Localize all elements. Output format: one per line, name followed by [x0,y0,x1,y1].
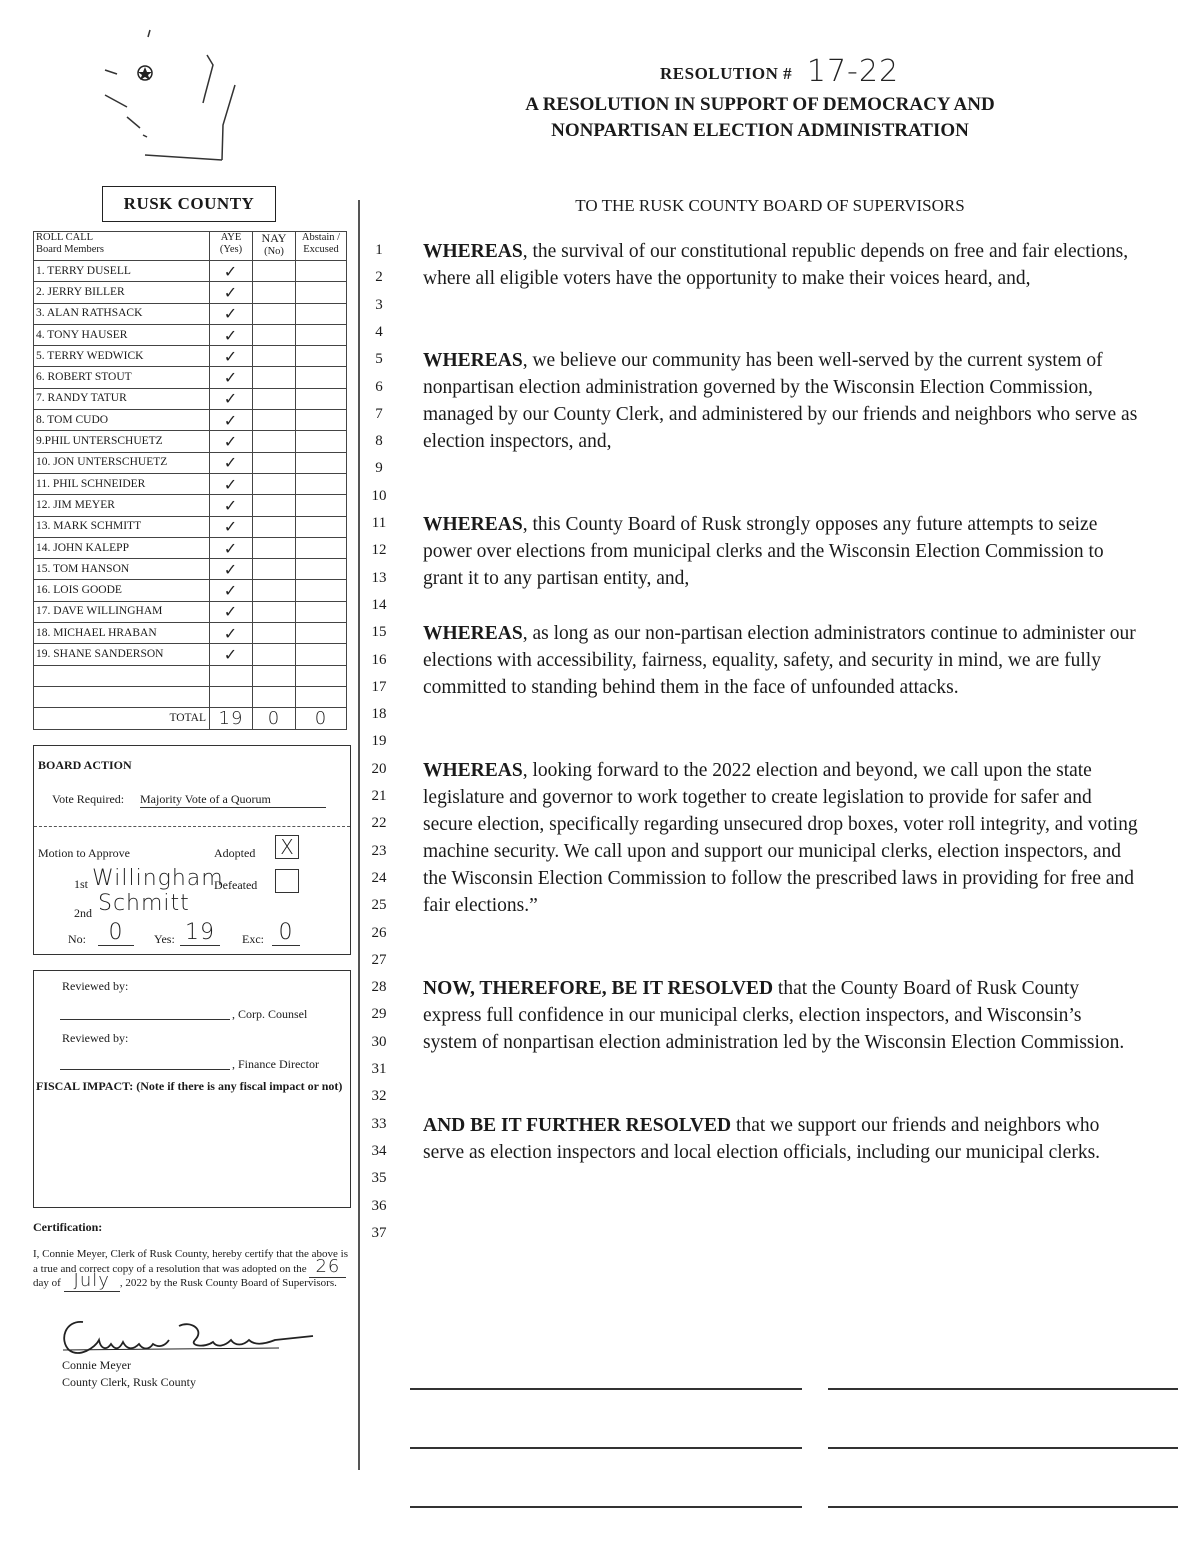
motion-label: Motion to Approve [38,846,130,860]
nay-cell [253,261,296,282]
total-nay: 0 [253,708,296,729]
aye-check: ✓ [210,623,253,644]
vote-required-label: Vote Required: [52,792,125,806]
paragraph-text: , as long as our non-partisan election administrators continue to administer our elections with accessibility, fairness, equality, safety, and security in mind, we are fully committed to standing behind them in the face of unfounded attacks. [423,623,1136,699]
aye-check: ✓ [210,282,253,303]
table-row [34,473,347,494]
abstain-cell [296,495,347,516]
resolution-paragraph [423,1112,1138,1166]
line-number: 15 [371,624,387,641]
line-number: 30 [371,1033,387,1050]
finance-line [60,1069,230,1070]
signature-line [828,1447,1178,1449]
table-row [34,346,347,367]
signer-name: Connie Meyer [62,1358,131,1372]
line-number: 28 [371,979,387,996]
aye-check: ✓ [210,431,253,452]
member-name: 8. TOM CUDO [34,410,210,431]
title-line-2: NONPARTISAN ELECTION ADMINISTRATION [551,120,969,141]
line-number: 25 [371,897,387,914]
table-row [34,324,347,345]
member-name: 10. JON UNTERSCHUETZ [34,452,210,473]
paragraph-lead: NOW, THEREFORE, BE IT RESOLVED [423,978,774,1000]
line-number: 29 [371,1006,387,1023]
fiscal-impact-label: FISCAL IMPACT: (Note if there is any fiscal impact or not) [36,1079,343,1093]
paragraph-text: , we believe our community has been well-served by the current system of nonpartisan election administration governed by the Wisconsin Election Commission, managed by our County Clerk, and administered by our friends and neighbors who serve as election inspectors, and, [423,350,1138,453]
members-header: ROLL CALL Board Members [34,232,210,261]
board-action-box [33,745,351,955]
line-number: 2 [375,269,383,286]
wisconsin-map-sketch [95,25,245,165]
abstain-cell [296,410,347,431]
nay-cell [253,473,296,494]
table-row [34,303,347,324]
resolution-paragraph [423,975,1138,1056]
table-row [34,410,347,431]
abstain-cell [296,367,347,388]
vote-required-value: Majority Vote of a Quorum [140,792,326,808]
resolution-number-value: 17-22 [806,54,900,89]
abstain-cell [296,452,347,473]
certification-heading: Certification: [33,1220,103,1234]
aye-check: ✓ [210,367,253,388]
nay-cell [253,282,296,303]
aye-check: ✓ [210,303,253,324]
paragraph-text: , this County Board of Rusk strongly opposes any future attempts to seize power over elections from municipal clerks and the Wisconsin Election Commission to grant it to any partisan entity, and, [423,514,1104,589]
member-name: 12. JIM MEYER [34,495,210,516]
line-number: 16 [371,651,387,668]
paragraph-lead: WHEREAS [423,623,523,645]
table-row [34,516,347,537]
aye-check: ✓ [210,580,253,601]
table-row [34,686,347,707]
signature-line [410,1506,802,1508]
signature-line [828,1388,1178,1390]
empty-cell [34,686,210,707]
nay-cell [253,367,296,388]
addressed-to: TO THE RUSK COUNTY BOARD OF SUPERVISORS [575,196,965,215]
line-number: 36 [371,1197,387,1214]
abstain-cell [296,473,347,494]
line-number: 31 [371,1061,387,1077]
roll-call-header-row [34,232,347,261]
signature-line [410,1447,802,1449]
nay-cell [253,324,296,345]
abstain-cell [296,324,347,345]
resolution-paragraph [423,757,1138,919]
empty-cell [34,665,210,686]
paragraph-text: that we support our friends and neighbors who serve as election inspectors and local election officials, including our municipal clerks. [423,1114,1101,1163]
abstain-cell [296,644,347,665]
nay-cell [253,431,296,452]
resolution-paragraph [423,511,1138,592]
yes-label: Yes: [154,932,175,946]
aye-check: ✓ [210,473,253,494]
abstain-cell [296,346,347,367]
table-row [34,580,347,601]
total-label: TOTAL [34,708,210,729]
table-row [34,452,347,473]
nay-cell [253,388,296,409]
line-number: 34 [371,1142,387,1159]
paragraph-lead: WHEREAS [423,514,523,535]
nay-cell [253,559,296,580]
line-number: 23 [371,842,387,859]
county-name-box: RUSK COUNTY [102,186,276,222]
member-name: 2. JERRY BILLER [34,282,210,303]
line-number: 21 [371,788,387,804]
no-label: No: [68,932,86,946]
cert-day: 26 [309,1256,346,1278]
member-name: 18. MICHAEL HRABAN [34,623,210,644]
line-number: 7 [375,405,383,422]
aye-check: ✓ [210,601,253,622]
table-row [34,559,347,580]
paragraph-text: , looking forward to the 2022 election and beyond, we call upon the state legislature and governor to work together to create legislation to provide for safer and secure election, specifically regarding unsecured drop boxes, voter roll integrity, and voting machine security. We call upon and support our municipal clerks, election inspectors, and the Wisconsin Election Commission to follow the prescribed laws in providing for free and fair elections.” [423,759,1138,916]
line-number: 26 [371,924,387,941]
nay-cell [253,623,296,644]
second-mover: Schmitt [98,891,190,916]
line-number: 14 [371,596,387,613]
no-value: 0 [98,920,134,946]
abstain-cell [296,388,347,409]
resolution-number [660,52,899,87]
aye-check: ✓ [210,644,253,665]
line-number: 35 [371,1170,387,1187]
signature-line [410,1388,802,1390]
nay-cell [253,303,296,324]
yes-value: 19 [180,920,220,946]
paragraph-lead: WHEREAS [423,759,523,781]
empty-cell [253,665,296,686]
nay-cell [253,452,296,473]
resolution-paragraph [423,347,1138,455]
line-number: 11 [371,515,387,531]
empty-cell [296,686,347,707]
total-aye: 19 [210,708,253,729]
line-number: 17 [371,678,387,695]
table-row [34,261,347,282]
nay-cell [253,601,296,622]
line-number: 32 [371,1088,387,1105]
title-line-1: A RESOLUTION IN SUPPORT OF DEMOCRACY AND [525,94,995,115]
abstain-header: Abstain / Excused [296,232,347,261]
abstain-cell [296,601,347,622]
certification-text: I, Connie Meyer, Clerk of Rusk County, hereby certify that the above is a true and correct copy of a resolution that was adopted on the 26 day of July , 2022 by the Rusk County Board of Supervisors. [33,1248,349,1291]
empty-cell [253,686,296,707]
member-name: 5. TERRY WEDWICK [34,346,210,367]
abstain-cell [296,559,347,580]
table-row [34,623,347,644]
table-row [34,495,347,516]
abstain-cell [296,282,347,303]
nay-cell [253,346,296,367]
empty-cell [210,665,253,686]
table-row [34,537,347,558]
defeated-label: Defeated [214,878,258,892]
paragraph-lead: AND BE IT FURTHER RESOLVED [423,1114,732,1136]
nay-cell [253,537,296,558]
first-label: 1st [74,877,89,891]
abstain-cell [296,431,347,452]
cert-month: July [64,1270,120,1292]
exc-value: 0 [272,920,300,946]
empty-cell [210,686,253,707]
nay-cell [253,410,296,431]
nay-header: NAY (No) [253,232,296,261]
aye-check: ✓ [210,516,253,537]
line-number: 10 [371,487,387,504]
line-number: 9 [375,460,383,477]
resolution-paragraph [423,238,1138,292]
second-label: 2nd [74,906,92,920]
aye-check: ✓ [210,537,253,558]
member-name: 7. RANDY TATUR [34,388,210,409]
aye-check: ✓ [210,452,253,473]
line-number: 8 [375,433,383,450]
line-number: 6 [375,378,383,395]
reviewed-by-2: Reviewed by: [62,1031,129,1045]
defeated-checkbox[interactable] [275,869,299,893]
line-number: 18 [371,706,387,723]
total-abstain: 0 [296,708,347,729]
member-name: 13. MARK SCHMITT [34,516,210,537]
aye-check: ✓ [210,261,253,282]
table-row [34,367,347,388]
signature-line [828,1506,1178,1508]
member-name: 17. DAVE WILLINGHAM [34,601,210,622]
column-divider [358,200,360,1470]
corp-counsel-line [60,1019,230,1020]
paragraph-lead: WHEREAS [423,350,523,372]
table-row [34,601,347,622]
table-row [34,388,347,409]
aye-check: ✓ [210,324,253,345]
paragraph-lead: WHEREAS [423,241,523,262]
signer-title: County Clerk, Rusk County [62,1375,197,1389]
member-name: 3. ALAN RATHSACK [34,303,210,324]
first-mover: Willingham [92,866,224,891]
nay-cell [253,580,296,601]
empty-cell [296,665,347,686]
table-row [34,665,347,686]
abstain-cell [296,516,347,537]
abstain-cell [296,537,347,558]
member-name: 15. TOM HANSON [34,559,210,580]
resolution-paragraph [423,620,1138,701]
reviewed-by-1: Reviewed by: [62,979,129,993]
line-number: 33 [371,1115,387,1132]
paragraph-text: , the survival of our constitutional republic depends on free and fair elections, where all eligible voters have the opportunity to make their voices heard, and, [423,241,1129,289]
total-row [34,708,347,729]
line-number: 27 [371,951,387,968]
line-number: 1 [375,242,383,258]
member-name: 1. TERRY DUSELL [34,261,210,282]
abstain-cell [296,623,347,644]
aye-check: ✓ [210,495,253,516]
abstain-cell [296,303,347,324]
line-number: 20 [371,760,387,777]
aye-check: ✓ [210,559,253,580]
nay-cell [253,495,296,516]
nay-cell [253,516,296,537]
member-name: 16. LOIS GOODE [34,580,210,601]
finance-director-label: , Finance Director [232,1057,319,1071]
resolution-label: RESOLUTION # [660,64,793,83]
adopted-label: Adopted [214,846,256,860]
review-box [33,970,351,1208]
exc-label: Exc: [242,932,264,946]
line-number: 4 [375,323,383,340]
divider [34,826,350,827]
member-name: 19. SHANE SANDERSON [34,644,210,665]
member-name: 14. JOHN KALEPP [34,537,210,558]
member-name: 6. ROBERT STOUT [34,367,210,388]
abstain-cell [296,580,347,601]
member-name: 11. PHIL SCHNEIDER [34,473,210,494]
clerk-signature [55,1310,325,1362]
line-number: 13 [371,569,387,586]
nay-cell [253,644,296,665]
corp-counsel-label: , Corp. Counsel [232,1007,308,1021]
line-number: 12 [371,542,387,559]
member-name: 4. TONY HAUSER [34,324,210,345]
line-number: 5 [375,351,383,368]
line-number: 19 [371,733,387,750]
line-number: 37 [371,1224,387,1241]
adopted-checkbox[interactable]: X [275,835,299,859]
member-name: 9.PHIL UNTERSCHUETZ [34,431,210,452]
aye-check: ✓ [210,410,253,431]
aye-header: AYE (Yes) [210,232,253,261]
board-action-heading: BOARD ACTION [38,758,132,772]
roll-call-table [33,231,347,730]
table-row [34,431,347,452]
line-number: 24 [371,869,387,886]
table-row [34,282,347,303]
line-number: 22 [371,815,387,832]
paragraph-text: that the County Board of Rusk County express full confidence in our municipal clerks, election inspectors, and Wisconsin’s system of nonpartisan election administration led by the Wisconsin Election Commission. [423,978,1125,1054]
aye-check: ✓ [210,388,253,409]
line-number: 3 [375,296,383,313]
table-row [34,644,347,665]
abstain-cell [296,261,347,282]
aye-check: ✓ [210,346,253,367]
